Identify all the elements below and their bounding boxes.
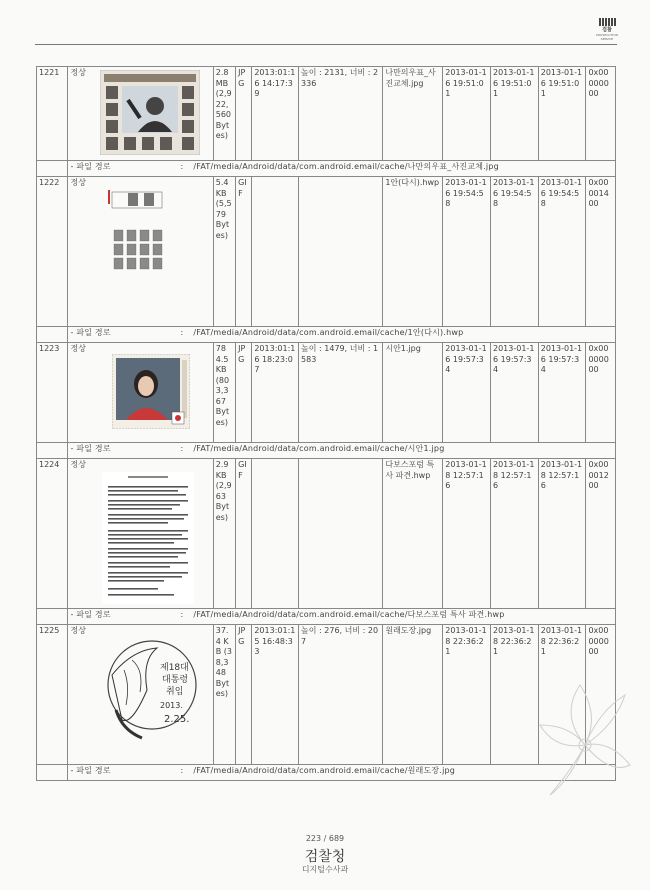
- table-row: [37, 343, 616, 443]
- row-id: 1224: [37, 459, 68, 609]
- row-thumbnail-cell: [68, 177, 213, 327]
- row-filename: 나만의우표_사진교체.jpg: [383, 67, 443, 161]
- row-type: JPG: [236, 343, 252, 443]
- row-size: 37.4 KB (38,348 Bytes): [213, 625, 235, 765]
- row-dimensions: 높이 : 1479, 너비 : 1583: [299, 343, 383, 443]
- row-created: [252, 459, 299, 609]
- row-thumbnail-cell: [68, 625, 213, 765]
- row-created: 2013:01:16 18:23:07: [252, 343, 299, 443]
- row-filename: 시안1.jpg: [383, 343, 443, 443]
- row-type: GIF: [236, 177, 252, 327]
- row-id: 1221: [37, 67, 68, 161]
- path-row: [37, 327, 616, 343]
- table-row: [37, 625, 616, 765]
- file-path-cell: - 파일 경로 : /FAT/media/Android/data/com.android.email/cache/원래도장.jpg: [68, 765, 616, 781]
- stamp-text-line1: 제18대: [160, 663, 190, 673]
- row-thumbnail-cell: [68, 67, 213, 161]
- row-time-1: 2013-01-16 19:51:01: [443, 67, 491, 161]
- row-offset: 0x00001200: [586, 459, 616, 609]
- portrait-stamp-thumbnail: [112, 354, 190, 429]
- file-path: /FAT/media/Android/data/com.android.email/cache/다보스포럼 특사 파견.hwp: [193, 610, 505, 619]
- row-time-2: 2013-01-18 12:57:16: [491, 459, 539, 609]
- row-time-3: 2013-01-16 19:57:34: [538, 343, 586, 443]
- row-thumbnail-cell: [68, 343, 213, 443]
- row-time-2: 2013-01-16 19:54:58: [491, 177, 539, 327]
- row-type: GIF: [236, 459, 252, 609]
- row-time-3: 2013-01-16 19:54:58: [538, 177, 586, 327]
- path-row: [37, 443, 616, 459]
- row-time-1: 2013-01-16 19:54:58: [443, 177, 491, 327]
- row-type: JPG: [236, 67, 252, 161]
- file-path: /FAT/media/Android/data/com.android.email/cache/1안(다시).hwp: [193, 328, 464, 337]
- table-row: [37, 459, 616, 609]
- row-filename: 다보스포럼 특사 파견.hwp: [383, 459, 443, 609]
- row-created: 2013:01:15 16:48:33: [252, 625, 299, 765]
- logo-text: 검찰: [602, 27, 612, 33]
- document-page-thumbnail: [102, 472, 194, 604]
- file-log-table: [36, 66, 616, 781]
- row-offset: 0x00000000: [586, 625, 616, 765]
- watermark-flower-icon: [530, 655, 640, 815]
- row-filename: 원래도장.jpg: [383, 625, 443, 765]
- stamp-layout-thumbnail: [108, 190, 188, 280]
- page-number: 223 / 689: [305, 834, 345, 843]
- row-filename: 1안(다시).hwp: [383, 177, 443, 327]
- file-path-cell: - 파일 경로 : /FAT/media/Android/data/com.android.email/cache/다보스포럼 특사 파견.hwp: [68, 609, 616, 625]
- department-name: 디지털수사과: [301, 865, 349, 874]
- row-id: 1223: [37, 343, 68, 443]
- stamp-text-line3: 취임: [166, 687, 184, 697]
- row-size: 2.8 MB (2,922,560 Bytes): [213, 67, 235, 161]
- logo-bars-icon: [596, 18, 618, 26]
- row-dimensions: [299, 177, 383, 327]
- row-offset: 0x00001400: [586, 177, 616, 327]
- row-status: 정상: [70, 626, 86, 635]
- row-size: 784.5 KB (803,367 Bytes): [213, 343, 235, 443]
- table-row: [37, 177, 616, 327]
- row-created: 2013:01:16 14:17:39: [252, 67, 299, 161]
- stamp-year: 2013.: [160, 701, 184, 710]
- stamp-date: 2.25.: [164, 714, 190, 725]
- organization-name: 검찰청: [304, 849, 346, 865]
- table-row: [37, 67, 616, 161]
- commemorative-postmark-thumbnail: [102, 630, 202, 750]
- row-time-2: 2013-01-18 22:36:21: [491, 625, 539, 765]
- row-dimensions: 높이 : 276, 너비 : 207: [299, 625, 383, 765]
- row-id: 1225: [37, 625, 68, 765]
- row-size: 2.9 KB (2,963 Bytes): [213, 459, 235, 609]
- row-dimensions: [299, 459, 383, 609]
- file-path-cell: - 파일 경로 : /FAT/media/Android/data/com.android.email/cache/나만의우표_사진교체.jpg: [68, 161, 616, 177]
- row-time-3: 2013-01-18 22:36:21: [538, 625, 586, 765]
- logo-subtext: PROSECUTION SERVICE: [596, 33, 618, 41]
- row-status: 정상: [70, 460, 86, 469]
- file-path: /FAT/media/Android/data/com.android.email/cache/시안1.jpg: [193, 444, 445, 453]
- stamp-sheet-thumbnail: [100, 70, 200, 155]
- row-time-2: 2013-01-16 19:51:01: [491, 67, 539, 161]
- prosecution-logo: [596, 18, 618, 41]
- path-row: [37, 609, 616, 625]
- row-id: 1222: [37, 177, 68, 327]
- row-created: [252, 177, 299, 327]
- row-time-1: 2013-01-18 12:57:16: [443, 459, 491, 609]
- file-path: /FAT/media/Android/data/com.android.email/cache/원래도장.jpg: [193, 766, 456, 775]
- row-status: 정상: [70, 68, 86, 77]
- row-size: 5.4 KB (5,579 Bytes): [213, 177, 235, 327]
- row-time-3: 2013-01-18 12:57:16: [538, 459, 586, 609]
- header-rule: [35, 44, 617, 45]
- row-time-3: 2013-01-16 19:51:01: [538, 67, 586, 161]
- row-offset: 0x00000000: [586, 67, 616, 161]
- file-path-cell: - 파일 경로 : /FAT/media/Android/data/com.android.email/cache/시안1.jpg: [68, 443, 616, 459]
- file-path: /FAT/media/Android/data/com.android.email/cache/나만의우표_사진교체.jpg: [193, 162, 499, 171]
- stamp-text-line2: 대통령: [162, 675, 189, 685]
- row-time-1: 2013-01-18 22:36:21: [443, 625, 491, 765]
- path-row: [37, 765, 616, 781]
- row-status: 정상: [70, 344, 86, 353]
- row-type: JPG: [236, 625, 252, 765]
- row-time-2: 2013-01-16 19:57:34: [491, 343, 539, 443]
- file-path-cell: - 파일 경로 : /FAT/media/Android/data/com.android.email/cache/1안(다시).hwp: [68, 327, 616, 343]
- row-dimensions: 높이 : 2131, 너비 : 2336: [299, 67, 383, 161]
- row-time-1: 2013-01-16 19:57:34: [443, 343, 491, 443]
- row-offset: 0x00000000: [586, 343, 616, 443]
- row-thumbnail-cell: [68, 459, 213, 609]
- path-row: [37, 161, 616, 177]
- row-status: 정상: [70, 178, 86, 187]
